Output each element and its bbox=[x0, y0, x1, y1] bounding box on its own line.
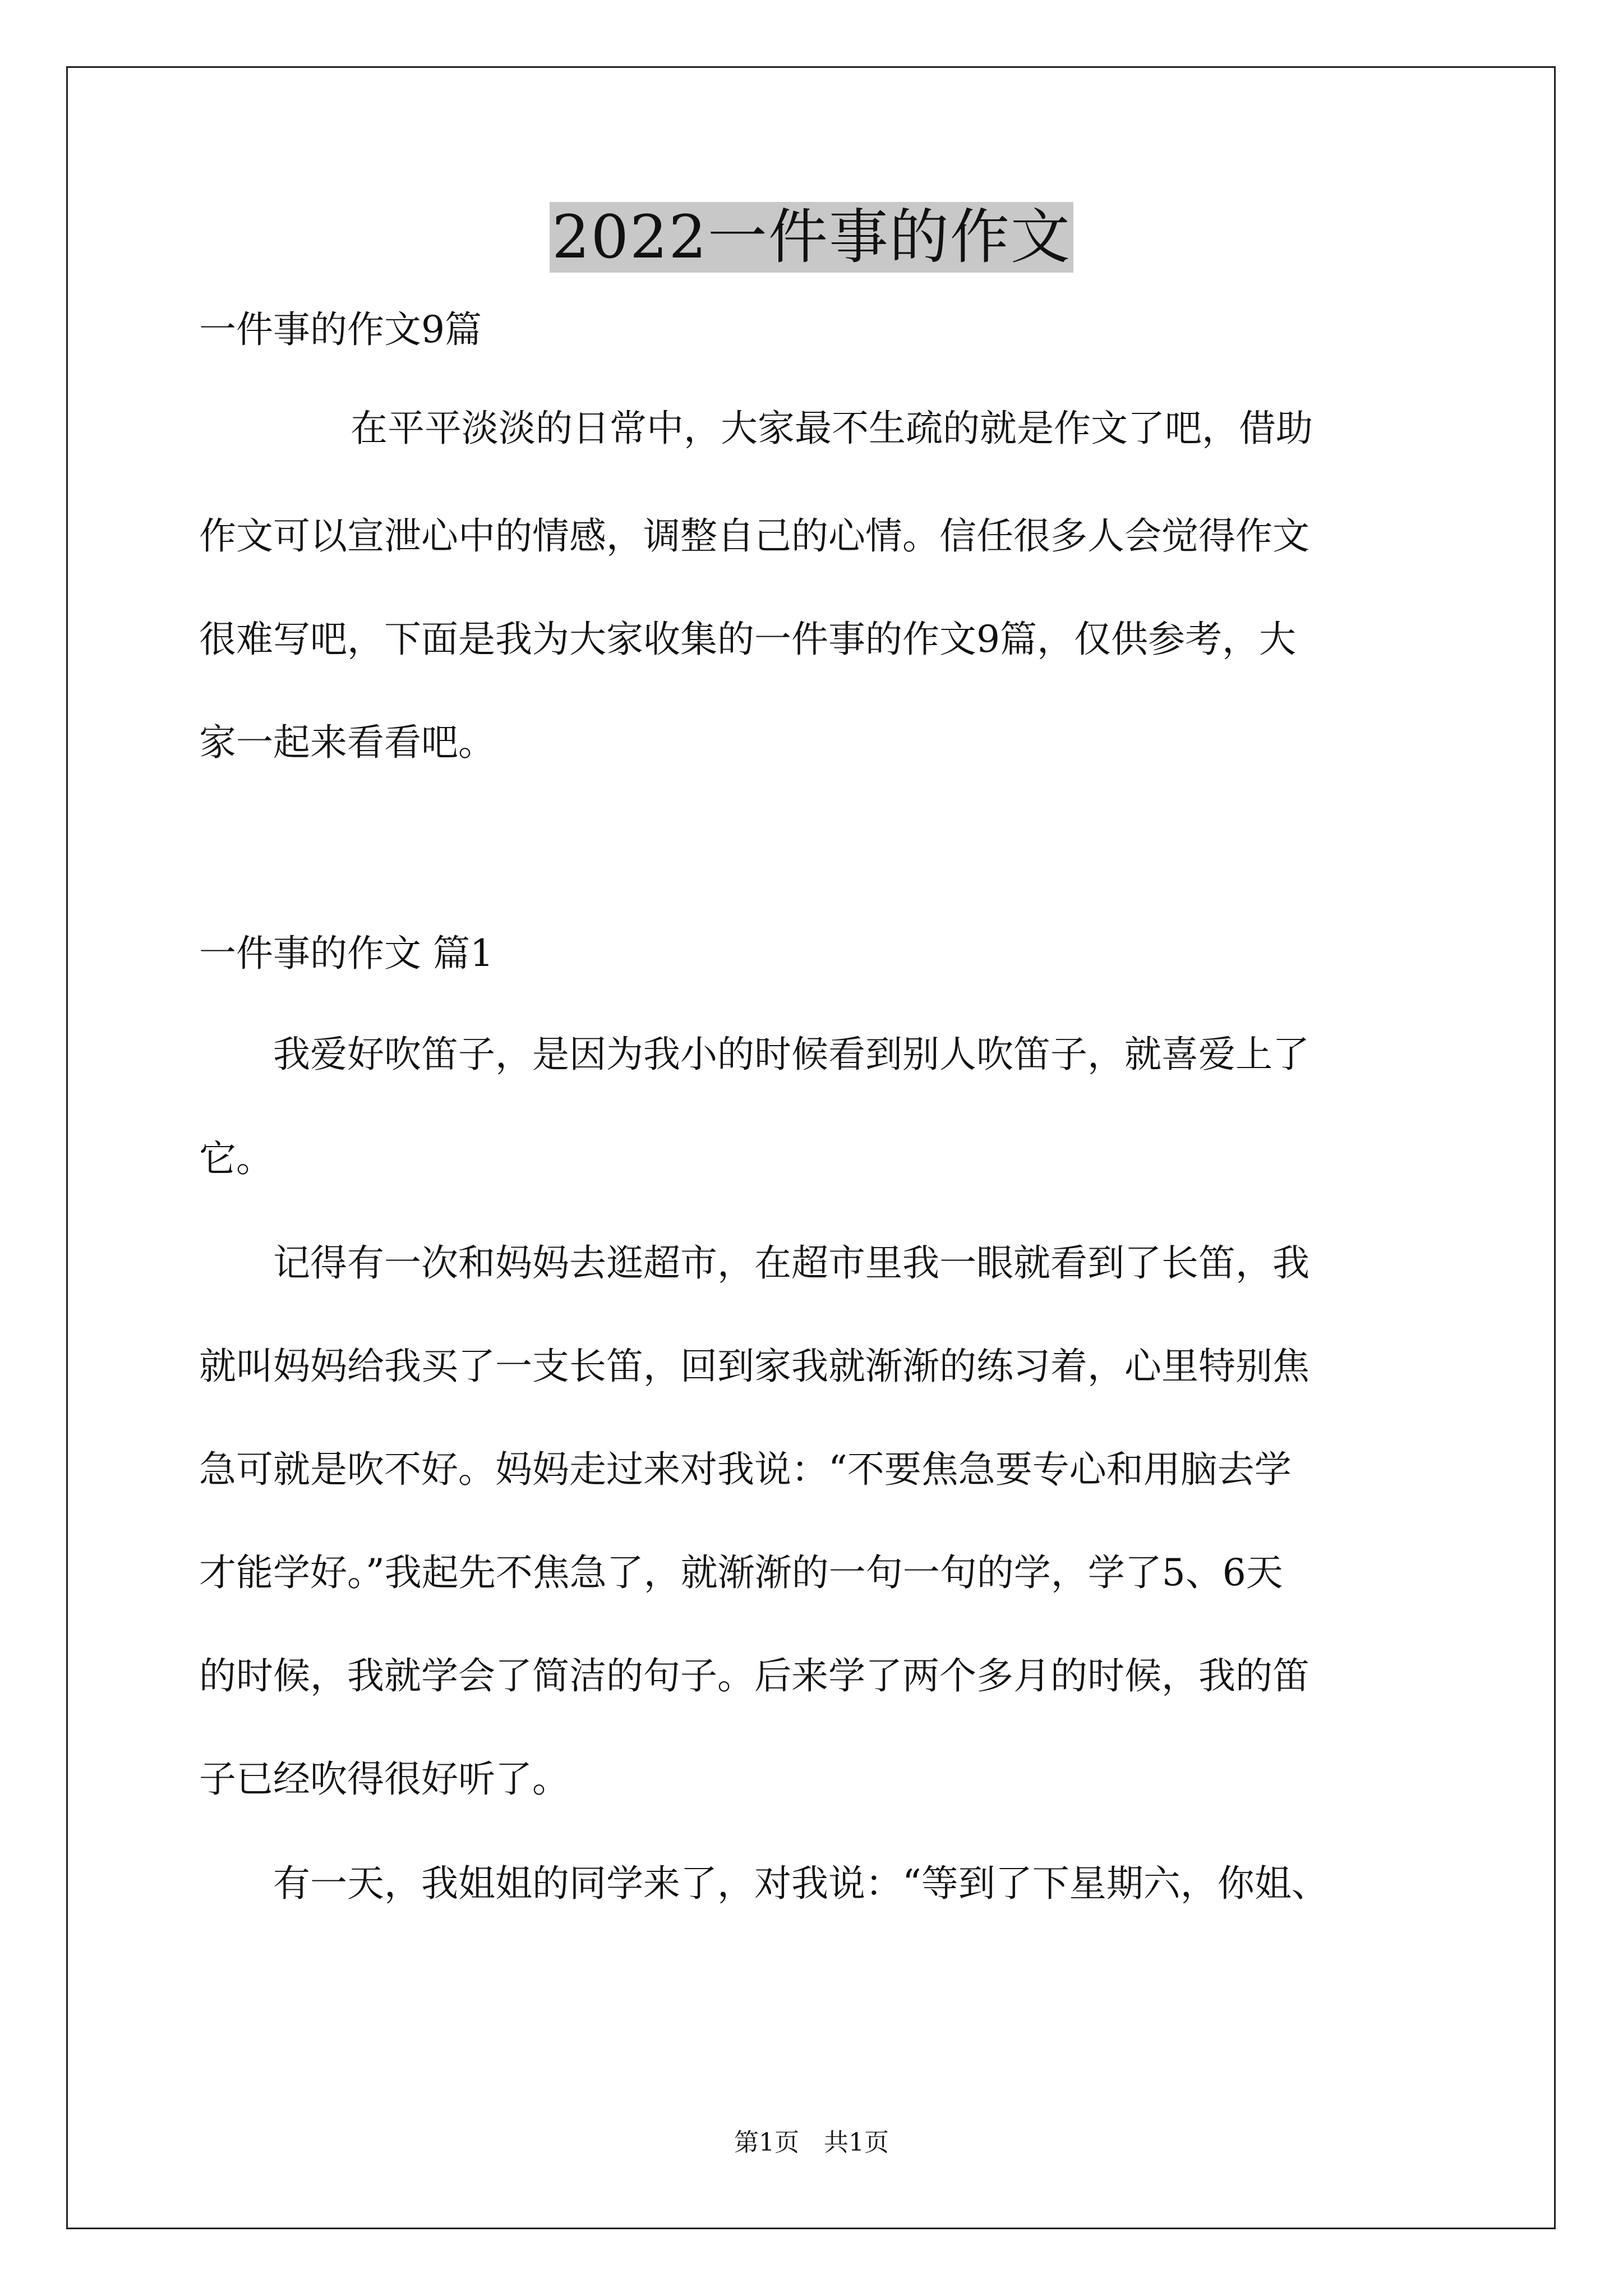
paragraph-line: 我爱好吹笛子，是因为我小的时候看到别人吹笛子，就喜爱上了 bbox=[273, 1033, 1310, 1076]
paragraph-1 bbox=[199, 1028, 1433, 1186]
paragraph-line: 的时候，我就学会了简洁的句子。后来学了两个多月的时候，我的笛 bbox=[199, 1654, 1310, 1697]
section-heading: 一件事的作文 篇1 bbox=[199, 932, 494, 975]
intro-line: 家一起来看看吧。 bbox=[199, 721, 495, 764]
paragraph-line: 有一天，我姐姐的同学来了，对我说：“等到了下星期六，你姐、 bbox=[273, 1862, 1329, 1905]
intro-line: 作文可以宣泄心中的情感，调整自己的心情。信任很多人会觉得作文 bbox=[199, 514, 1310, 558]
subtitle: 一件事的作文9篇 bbox=[199, 308, 482, 351]
paragraph-2 bbox=[199, 1236, 1433, 1806]
paragraph-line: 才能学好。”我起先不焦急了，就渐渐的一句一句的学，学了5、6天 bbox=[199, 1551, 1283, 1594]
document-body bbox=[199, 303, 1433, 1911]
page-footer: 第1页 共1页 bbox=[734, 2128, 889, 2157]
intro-line: 在平平淡淡的日常中，大家最不生疏的就是作文了吧，借助 bbox=[351, 407, 1313, 450]
document-title: 2022一件事的作文 bbox=[550, 202, 1073, 273]
intro-paragraph bbox=[199, 402, 1433, 770]
paragraph-line: 就叫妈妈给我买了一支长笛，回到家我就渐渐的练习着，心里特别焦 bbox=[199, 1345, 1310, 1388]
paragraph-3 bbox=[199, 1857, 1433, 1911]
intro-line: 很难写吧，下面是我为大家收集的一件事的作文9篇，仅供参考，大 bbox=[199, 618, 1296, 661]
paragraph-line: 急可就是吹不好。妈妈走过来对我说：“不要焦急要专心和用脑去学 bbox=[199, 1448, 1292, 1491]
paragraph-line: 记得有一次和妈妈去逛超市，在超市里我一眼就看到了长笛，我 bbox=[273, 1241, 1310, 1285]
title-area bbox=[0, 202, 1623, 273]
paragraph-line: 它。 bbox=[199, 1137, 273, 1180]
paragraph-line: 子已经吹得很好听了。 bbox=[199, 1757, 569, 1801]
